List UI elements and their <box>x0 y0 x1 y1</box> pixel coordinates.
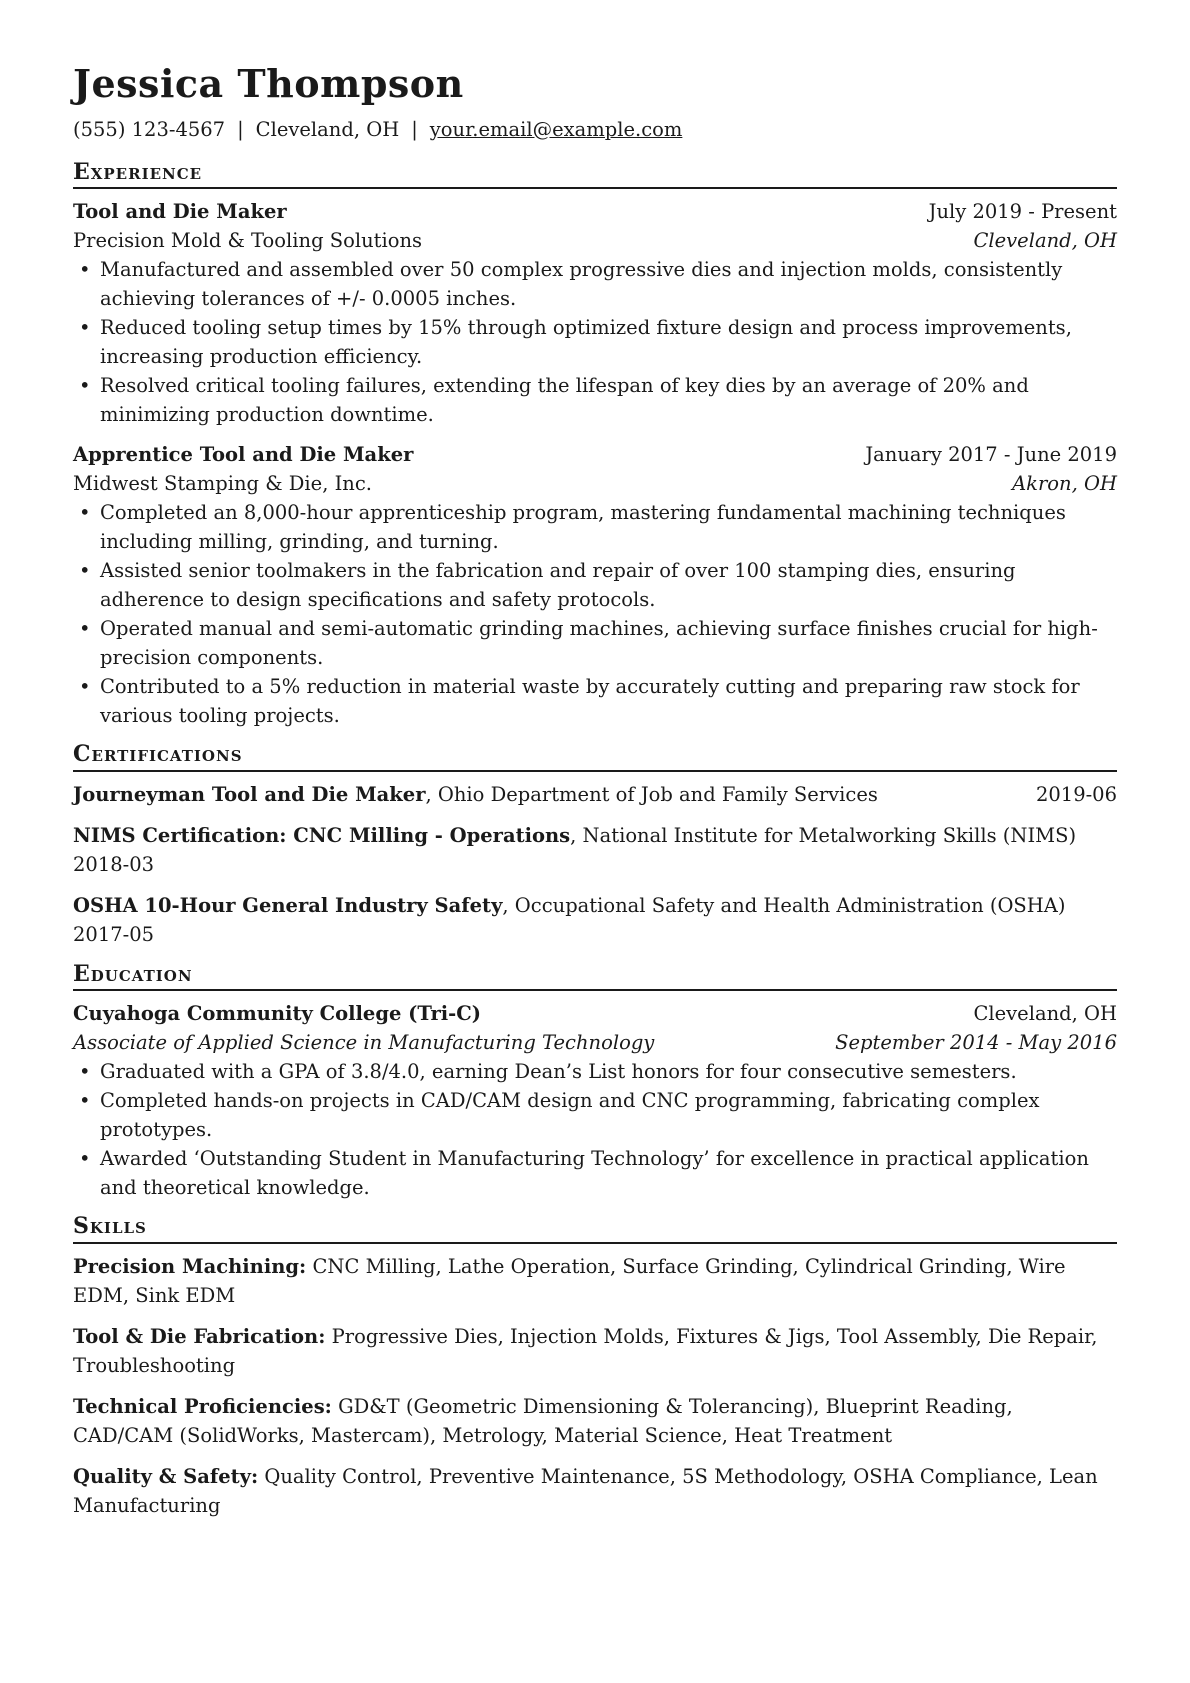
job-dates: January 2017 - June 2019 <box>865 443 1117 467</box>
skill-value: GD&T (Geometric Dimensioning & Tolerancing), Blueprint Reading, CAD/CAM (SolidWorks, Mastercam), Metrology, Material Science, Heat Treatment <box>73 1394 1013 1447</box>
experience-section <box>73 197 1117 730</box>
section-title-experience: Experience <box>73 159 1117 189</box>
cert-issuer: , National Institute for Metalworking Skills (NIMS) <box>570 823 1077 847</box>
skills-section <box>73 1252 1117 1520</box>
skill-value: Quality Control, Preventive Maintenance, 5S Methodology, OSHA Compliance, Lean Manufacturing <box>73 1464 1098 1517</box>
job-dates: July 2019 - Present <box>928 200 1117 224</box>
job-bullets <box>73 255 1117 429</box>
list-item: • Contributed to a 5% reduction in material waste by accurately cutting and preparing raw stock for various tooling projects. <box>73 672 1117 730</box>
cert-issuer: , Ohio Department of Job and Family Services <box>425 782 878 806</box>
education-section <box>73 999 1117 1202</box>
cert-name: OSHA 10-Hour General Industry Safety <box>73 893 503 917</box>
job-location: Akron, OH <box>1012 472 1117 496</box>
list-item: • Graduated with a GPA of 3.8/4.0, earning Dean’s List honors for four consecutive semesters. <box>73 1057 1117 1086</box>
list-item: • Awarded ‘Outstanding Student in Manufacturing Technology’ for excellence in practical application and theoretical knowledge. <box>73 1144 1117 1202</box>
cert-date: 2018-03 <box>73 852 155 876</box>
cert-date: 2017-05 <box>73 922 155 946</box>
education-bullets <box>73 1057 1117 1202</box>
skill-value: Progressive Dies, Injection Molds, Fixtures & Jigs, Tool Assembly, Die Repair, Troubleshooting <box>73 1324 1098 1377</box>
education-dates: September 2014 - May 2016 <box>835 1031 1117 1055</box>
certification-item <box>73 821 1117 879</box>
education-item <box>73 999 1117 1202</box>
company-name: Precision Mold & Tooling Solutions <box>73 229 423 253</box>
list-item: • Reduced tooling setup times by 15% through optimized fixture design and process improvements, increasing production efficiency. <box>73 313 1117 371</box>
skill-group <box>73 1462 1117 1520</box>
email-link[interactable]: your.email@example.com <box>429 117 683 141</box>
location: Cleveland, OH <box>255 117 400 141</box>
experience-item <box>73 197 1117 429</box>
section-title-skills: Skills <box>73 1213 1117 1243</box>
school-location: Cleveland, OH <box>973 1002 1117 1026</box>
company-name: Midwest Stamping & Die, Inc. <box>73 472 372 496</box>
cert-name: Journeyman Tool and Die Maker <box>73 782 426 806</box>
section-title-certifications: Certifications <box>73 741 1117 771</box>
skill-label: Tool & Die Fabrication: <box>73 1324 326 1348</box>
skill-label: Precision Machining: <box>73 1254 307 1278</box>
list-item: • Manufactured and assembled over 50 complex progressive dies and injection molds, consistently achieving tolerances of +/- 0.0005 inches. <box>73 255 1117 313</box>
list-item: • Assisted senior toolmakers in the fabrication and repair of over 100 stamping dies, ensuring adherence to design specifications and safety protocols. <box>73 556 1117 614</box>
certification-item <box>73 891 1117 949</box>
candidate-name: Jessica Thompson <box>73 61 464 106</box>
phone: (555) 123-4567 <box>73 117 226 141</box>
job-location: Cleveland, OH <box>973 229 1117 253</box>
cert-date: 2019-06 <box>1035 782 1117 806</box>
skill-group <box>73 1252 1117 1310</box>
list-item: • Completed an 8,000-hour apprenticeship program, mastering fundamental machining techniques including milling, grinding, and turning. <box>73 498 1117 556</box>
separator: | <box>411 117 418 141</box>
separator: | <box>237 117 244 141</box>
skill-group <box>73 1322 1117 1380</box>
job-title: Tool and Die Maker <box>73 200 287 224</box>
certifications-section <box>73 780 1117 949</box>
list-item: • Resolved critical tooling failures, extending the lifespan of key dies by an average of 20% and minimizing production downtime. <box>73 371 1117 429</box>
section-title-education: Education <box>73 961 1117 991</box>
school-name: Cuyahoga Community College (Tri-C) <box>73 1002 482 1026</box>
experience-item <box>73 440 1117 730</box>
list-item: • Completed hands-on projects in CAD/CAM design and CNC programming, fabricating complex prototypes. <box>73 1086 1117 1144</box>
cert-issuer: , Occupational Safety and Health Administration (OSHA) <box>502 893 1066 917</box>
cert-name: NIMS Certification: CNC Milling - Operations <box>73 823 571 847</box>
list-item: • Operated manual and semi-automatic grinding machines, achieving surface finishes crucial for high-precision components. <box>73 614 1117 672</box>
degree: Associate of Applied Science in Manufacturing Technology <box>73 1031 655 1055</box>
skill-label: Technical Proficiencies: <box>73 1394 332 1418</box>
contact-line <box>73 116 1117 143</box>
job-bullets <box>73 498 1117 730</box>
skill-label: Quality & Safety: <box>73 1464 259 1488</box>
skill-group <box>73 1392 1117 1450</box>
job-title: Apprentice Tool and Die Maker <box>73 443 414 467</box>
skill-value: CNC Milling, Lathe Operation, Surface Grinding, Cylindrical Grinding, Wire EDM, Sink EDM <box>73 1254 1066 1307</box>
certification-item <box>73 780 1117 809</box>
